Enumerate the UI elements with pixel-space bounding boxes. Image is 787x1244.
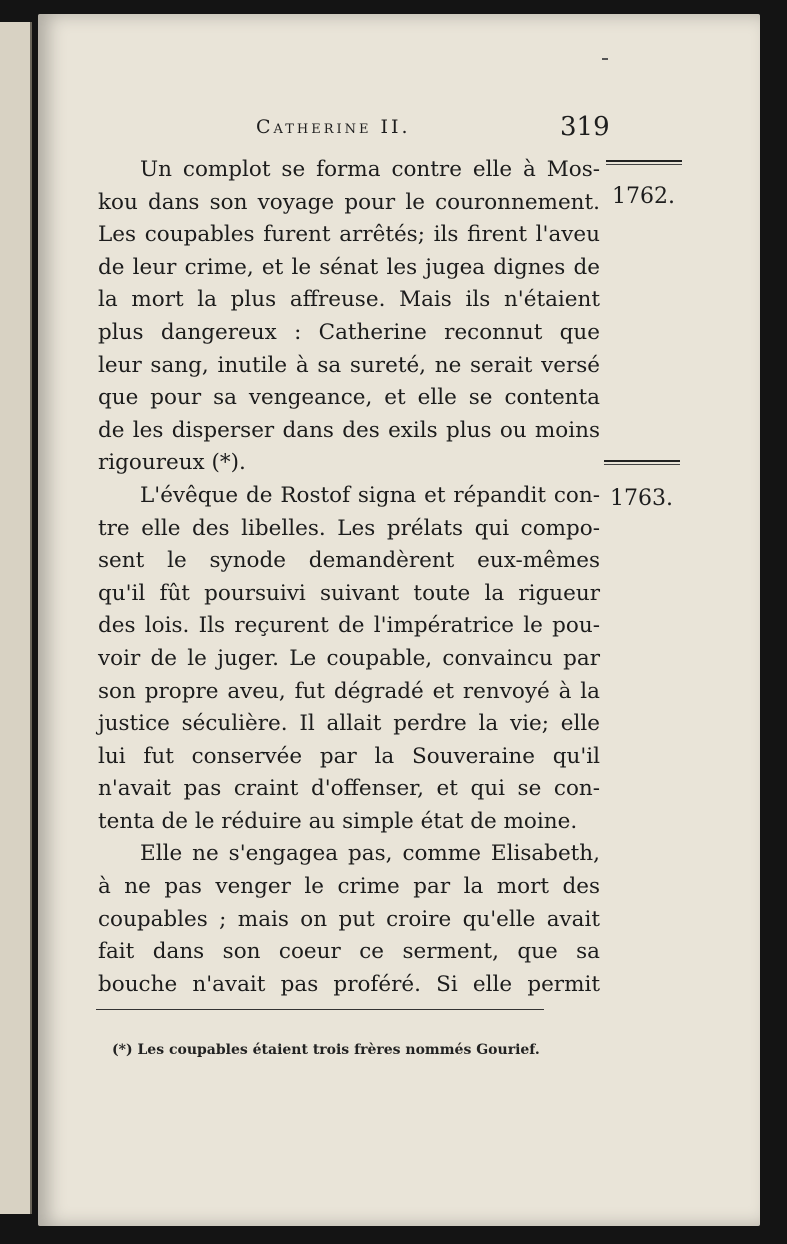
text-line: Elle ne s'engagea pas, comme Elisabeth,: [140, 841, 600, 867]
margin-year-1762: 1762.: [612, 184, 675, 209]
text-line: voir de le juger. Le coupable, convaincu par: [98, 645, 600, 671]
text-line: son propre aveu, fut dégradé et renvoyé à la: [98, 678, 600, 704]
text-line: sent le synode demandèrent eux-mêmes: [98, 548, 600, 574]
text-line: à ne pas venger le crime par la mort des: [98, 874, 600, 900]
text-line: justice séculière. Il allait perdre la vie; elle: [98, 711, 600, 737]
text-line: L'évêque de Rostof signa et répandit con-: [140, 482, 600, 508]
corner-mark: [602, 58, 608, 60]
text-line: tre elle des libelles. Les prélats qui compo-: [98, 515, 600, 541]
body-text: [98, 154, 600, 1001]
margin-year-1763: 1763.: [610, 486, 673, 511]
text-line: lui fut conservée par la Souveraine qu'il: [98, 743, 600, 769]
text-line: qu'il fût poursuivi suivant toute la rigueur: [98, 580, 600, 606]
text-line: des lois. Ils reçurent de l'impératrice le pou-: [98, 613, 600, 639]
text-line: coupables ; mais on put croire qu'elle avait: [98, 906, 600, 932]
footnote-rule: [96, 1009, 544, 1010]
book-page: [38, 14, 760, 1226]
text-line: que pour sa vengeance, et elle se contenta: [98, 385, 600, 411]
left-page-edge: [0, 22, 32, 1214]
text-line: de leur crime, et le sénat les jugea dignes de: [98, 254, 600, 280]
text-line: la mort la plus affreuse. Mais ils n'étaient: [98, 287, 600, 313]
text-line: rigoureux (*).: [98, 450, 246, 476]
text-line: plus dangereux : Catherine reconnut que: [98, 319, 600, 345]
page-number: 319: [560, 112, 610, 142]
text-line: leur sang, inutile à sa sureté, ne serait versé: [98, 352, 600, 378]
text-line: Un complot se forma contre elle à Mos-: [140, 157, 600, 182]
text-line: Les coupables furent arrêtés; ils firent l'aveu: [98, 222, 600, 248]
text-line: de les disperser dans des exils plus ou moins: [98, 417, 600, 443]
running-title: Catherine II.: [256, 116, 411, 138]
text-line: kou dans son voyage pour le couronnement.: [98, 189, 600, 215]
footnote: (*) Les coupables étaient trois frères nommés Gourief.: [112, 1042, 540, 1058]
text-line: tenta de le réduire au simple état de moine.: [98, 808, 578, 834]
text-line: n'avait pas craint d'offenser, et qui se con-: [98, 776, 600, 802]
text-line: fait dans son coeur ce serment, que sa: [98, 939, 600, 965]
margin-rule-2: [604, 460, 680, 465]
text-line: bouche n'avait pas proféré. Si elle permit: [98, 971, 600, 997]
margin-rule-1: [606, 160, 682, 165]
page-header: [38, 110, 760, 150]
